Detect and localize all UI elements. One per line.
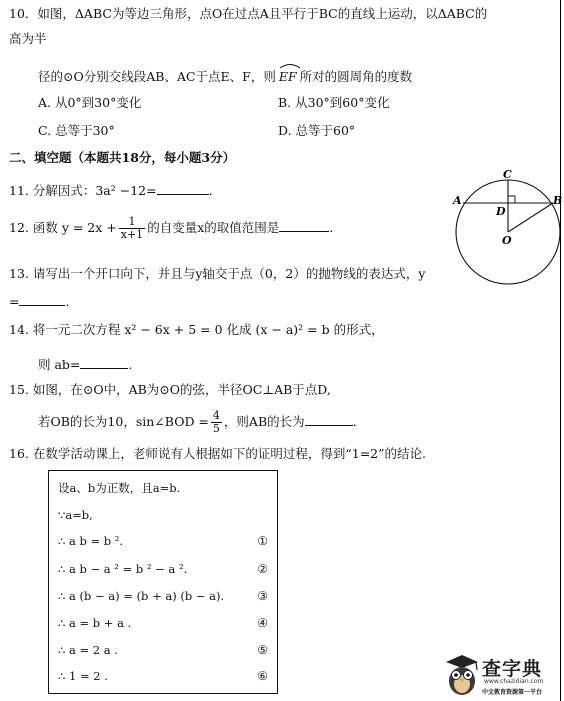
q14-blank <box>80 356 128 369</box>
q10-line3-post: 所对的圆周角的度数 <box>299 69 413 84</box>
q10-option-c: C. 总等于30° <box>38 123 115 138</box>
arc-symbol-icon <box>279 63 301 69</box>
proof-row-4: ∴ a (b − a) = (b + a) (b − a). <box>58 589 225 603</box>
circle-figure <box>446 166 562 292</box>
label-o: O <box>502 234 512 247</box>
q11 <box>9 182 213 199</box>
label-d: D <box>496 205 506 218</box>
label-a: A <box>453 194 462 207</box>
q12-end: . <box>329 220 334 235</box>
q11-end: . <box>208 183 213 198</box>
proof-mark-1: ① <box>257 534 268 548</box>
q14-line2 <box>38 356 132 373</box>
q12-text: 12. 函数 y = 2x + <box>9 220 117 235</box>
q16-line1: 16. 在数学活动课上，老师说有人根据如下的证明过程，得到“1=2”的结论. <box>9 446 426 461</box>
q14-line1: 14. 将一元二次方程 x² − 6x + 5 = 0 化成 (x − a)² = b 的形式， <box>9 322 384 337</box>
watermark-logo <box>442 650 560 700</box>
q15-text: 若OB的长为10，sin∠BOD = <box>38 414 209 429</box>
q11-text: 11. 分解因式：3a² −12= <box>9 183 157 198</box>
q10-line2: 高为半 <box>9 31 47 46</box>
label-b: B <box>553 194 562 207</box>
label-c: C <box>503 168 512 181</box>
q15-fraction: $\frac{4}{5}$ <box>212 409 220 435</box>
q13-end: . <box>65 294 70 309</box>
proof-mark-4: ④ <box>257 616 268 630</box>
logo-tagline: 中文教育资源第一平台 <box>482 689 543 696</box>
q10-option-a: A. 从0°到30°变化 <box>38 95 142 110</box>
proof-row-0: 设a、b为正数，且a=b. <box>58 481 181 495</box>
q10-line3 <box>38 66 412 85</box>
logo-name: 查字典 <box>482 658 543 680</box>
owl-mascot-icon <box>442 652 482 698</box>
proof-row-7: ∴ 1 = 2 . <box>58 669 108 683</box>
q13-eq: = <box>9 294 20 309</box>
right-angle-mark <box>508 196 515 203</box>
arc-ef: EF <box>279 66 297 85</box>
q13-line2 <box>9 293 69 310</box>
proof-row-6: ∴ a = 2 a . <box>58 643 118 657</box>
proof-mark-3: ③ <box>257 589 268 603</box>
proof-mark-6: ⑥ <box>257 669 268 683</box>
proof-row-1: ∵a=b, <box>58 508 93 522</box>
q15-blank <box>305 413 353 426</box>
page-right-border <box>560 0 561 701</box>
radius-ob <box>508 203 553 232</box>
logo-url: www.chazidian.com <box>484 678 544 685</box>
q12 <box>9 216 333 241</box>
q10-line1: 10．如图，ΔABC为等边三角形，点O在过点A且平行于BC的直线上运动，以ΔABC的 <box>9 6 488 21</box>
q11-blank <box>157 182 209 195</box>
q14-end: . <box>128 357 133 372</box>
q13-line1: 13. 请写出一个开口向下，并且与y轴交于点（0，2）的抛物线的表达式，y <box>9 266 426 281</box>
proof-mark-2: ② <box>257 562 268 576</box>
q10-option-b: B. 从30°到60°变化 <box>278 95 390 110</box>
proof-box <box>48 470 278 694</box>
q10-option-d: D. 总等于60° <box>278 123 356 138</box>
q12-fraction: $\frac{1}{x+1}$ <box>120 215 144 241</box>
q12-text2: 的自变量x的取值范围是 <box>147 220 280 235</box>
section-heading: 二、填空题（本题共18分，每小题3分） <box>9 150 236 165</box>
proof-mark-5: ⑤ <box>257 643 268 657</box>
q12-blank <box>279 219 329 232</box>
q13-blank <box>19 293 65 306</box>
q15-line1: 15. 如图，在⊙O中，AB为⊙O的弦，半径OC⊥AB于点D, <box>9 382 331 397</box>
proof-row-2: ∴ a b = b ². <box>58 534 124 548</box>
proof-row-5: ∴ a = b + a . <box>58 616 132 630</box>
q14-text: 则 ab= <box>38 357 81 372</box>
q15-text2: ，则AB的长为 <box>223 414 305 429</box>
q10-line3-pre: 径的⊙O分别交线段AB、AC于点E、F，则 <box>38 69 276 84</box>
q15-end: . <box>352 414 357 429</box>
proof-row-3: ∴ a b − a ² = b ² − a ². <box>58 562 188 576</box>
q15-line2 <box>38 410 357 435</box>
